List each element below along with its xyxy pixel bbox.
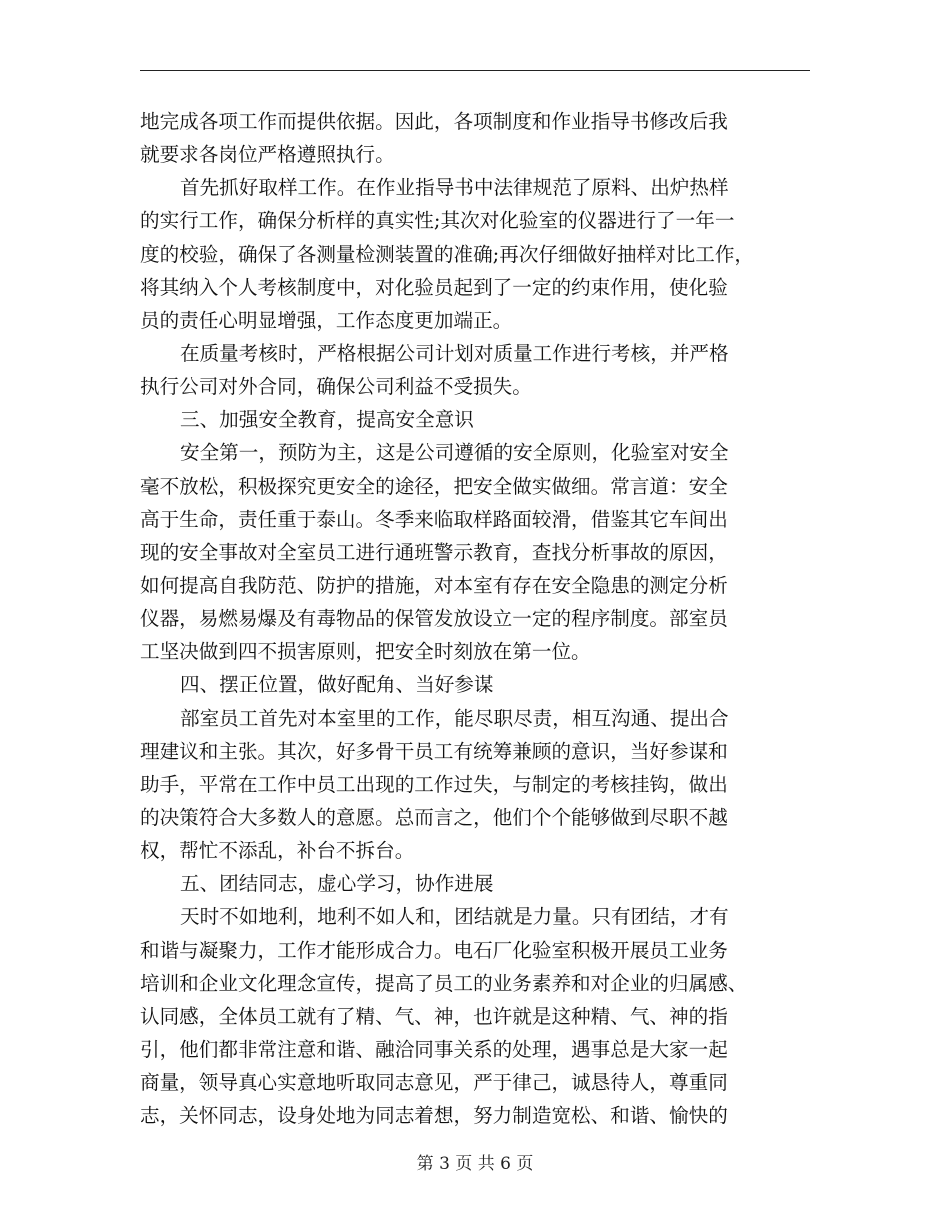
text-line: 四、摆正位置，做好配角、当好参谋 — [180, 673, 494, 697]
text-line: 将其纳入个人考核制度中，对化验员起到了一定的约束作用，使化验 — [140, 275, 728, 299]
text-line: 就要求各岗位严格遵照执行。 — [140, 143, 395, 167]
text-line: 培训和企业文化理念宣传，提高了员工的业务素养和对企业的归属感、 — [140, 971, 748, 995]
text-line: 权，帮忙不添乱，补台不拆台。 — [140, 839, 415, 863]
text-line: 如何提高自我防范、防护的措施，对本室有存在安全隐患的测定分析 — [140, 573, 728, 597]
page-footer: 第 3 页 共 6 页 — [416, 1154, 534, 1174]
text-line: 天时不如地利，地利不如人和，团结就是力量。只有团结，才有 — [180, 905, 729, 929]
text-line: 五、团结同志，虚心学习，协作进展 — [180, 872, 494, 896]
text-line: 执行公司对外合同，确保公司利益不受损失。 — [140, 375, 532, 399]
text-line: 安全第一，预防为主，这是公司遵循的安全原则，化验室对安全 — [180, 441, 729, 465]
text-line: 度的校验，确保了各测量检测装置的准确;再次仔细做好抽样对比工作， — [140, 242, 755, 266]
text-line: 高于生命，责任重于泰山。冬季来临取样路面较滑，借鉴其它车间出 — [140, 507, 728, 531]
text-line: 和谐与凝聚力，工作才能形成合力。电石厂化验室积极开展员工业务 — [140, 938, 728, 962]
document-body — [140, 105, 814, 1132]
text-line: 毫不放松，积极探究更安全的途径，把安全做实做细。常言道：安全 — [140, 474, 728, 498]
text-line: 助手，平常在工作中员工出现的工作过失，与制定的考核挂钩，做出 — [140, 772, 728, 796]
text-line: 引，他们都非常注意和谐、融洽同事关系的处理，遇事总是大家一起 — [140, 1037, 728, 1061]
header-rule — [140, 70, 810, 71]
text-line: 志，关怀同志，设身处地为同志着想，努力制造宽松、和谐、愉快的 — [140, 1104, 728, 1128]
text-line: 在质量考核时，严格根据公司计划对质量工作进行考核，并严格 — [180, 341, 729, 365]
text-line: 理建议和主张。其次，好多骨干员工有统筹兼顾的意识，当好参谋和 — [140, 739, 728, 763]
text-line: 员的责任心明显增强，工作态度更加端正。 — [140, 308, 513, 332]
text-line: 部室员工首先对本室里的工作，能尽职尽责，相互沟通、提出合 — [180, 706, 729, 730]
text-line: 的决策符合大多数人的意愿。总而言之，他们个个能够做到尽职不越 — [140, 805, 728, 829]
text-line: 地完成各项工作而提供依据。因此，各项制度和作业指导书修改后我 — [140, 110, 728, 133]
text-line: 工坚决做到四不损害原则，把安全时刻放在第一位。 — [140, 640, 591, 664]
text-line: 首先抓好取样工作。在作业指导书中法律规范了原料、出炉热样 — [180, 176, 729, 200]
text-line: 仪器，易燃易爆及有毒物品的保管发放设立一定的程序制度。部室员 — [140, 607, 728, 631]
text-line: 三、加强安全教育，提高安全意识 — [180, 408, 474, 432]
text-line: 现的安全事故对全室员工进行通班警示教育，查找分析事故的原因， — [140, 540, 728, 564]
text-line: 的实行工作，确保分析样的真实性;其次对化验室的仪器进行了一年一 — [140, 209, 735, 233]
text-line: 商量，领导真心实意地听取同志意见，严于律己，诚恳待人，尊重同 — [140, 1071, 728, 1095]
text-line: 认同感，全体员工就有了精、气、神，也许就是这种精、气、神的指 — [140, 1004, 728, 1028]
